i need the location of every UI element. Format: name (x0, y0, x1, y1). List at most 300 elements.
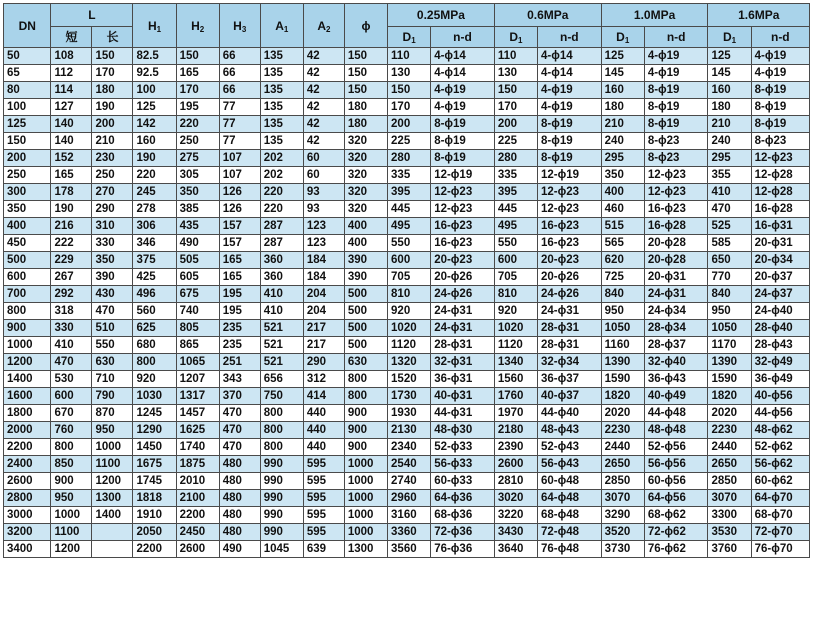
table-cell: 82.5 (133, 48, 176, 65)
table-cell: 900 (344, 422, 387, 439)
table-cell: 24-ϕ26 (431, 286, 495, 303)
table-cell: 50 (4, 48, 51, 65)
table-cell: 66 (219, 65, 260, 82)
table-cell: 12-ϕ23 (537, 201, 601, 218)
table-cell: 750 (260, 388, 303, 405)
table-cell: 595 (303, 507, 344, 524)
table-cell (92, 541, 133, 558)
table-cell: 500 (344, 303, 387, 320)
table-cell: 250 (92, 167, 133, 184)
table-cell: 28-ϕ37 (644, 337, 708, 354)
table-cell: 1065 (176, 354, 219, 371)
table-cell: 656 (260, 371, 303, 388)
table-cell: 24-ϕ31 (431, 303, 495, 320)
table-cell: 490 (219, 541, 260, 558)
table-cell: 160 (601, 82, 644, 99)
table-cell: 12-ϕ23 (644, 167, 708, 184)
table-cell: 140 (51, 133, 92, 150)
table-cell: 16-ϕ23 (431, 235, 495, 252)
table-row (4, 456, 810, 473)
table-cell: 240 (708, 133, 751, 150)
table-cell: 68-ϕ70 (751, 507, 809, 524)
table-cell: 400 (344, 235, 387, 252)
table-cell: 24-ϕ26 (537, 286, 601, 303)
table-cell: 52-ϕ33 (431, 439, 495, 456)
table-cell: 60 (303, 167, 344, 184)
table-cell: 4-ϕ19 (751, 48, 809, 65)
table-cell: 77 (219, 116, 260, 133)
table-cell: 3760 (708, 541, 751, 558)
table-cell: 60-ϕ33 (431, 473, 495, 490)
table-row (4, 65, 810, 82)
table-cell: 800 (133, 354, 176, 371)
table-cell: 20-ϕ28 (644, 235, 708, 252)
table-cell: 72-ϕ62 (644, 524, 708, 541)
table-cell: 12-ϕ28 (751, 167, 809, 184)
table-cell: 100 (4, 99, 51, 116)
table-cell: 150 (344, 82, 387, 99)
table-cell: 410 (51, 337, 92, 354)
table-cell: 110 (388, 48, 431, 65)
table-cell: 76-ϕ48 (537, 541, 601, 558)
table-cell: 2020 (601, 405, 644, 422)
table-cell: 20-ϕ26 (431, 269, 495, 286)
table-cell: 639 (303, 541, 344, 558)
table-cell: 40-ϕ31 (431, 388, 495, 405)
table-cell: 123 (303, 218, 344, 235)
table-cell: 3530 (708, 524, 751, 541)
table-cell: 312 (303, 371, 344, 388)
table-cell: 157 (219, 218, 260, 235)
table-row (4, 371, 810, 388)
table-cell: 320 (344, 133, 387, 150)
table-cell: 160 (708, 82, 751, 99)
table-cell: 1675 (133, 456, 176, 473)
table-cell: 210 (92, 133, 133, 150)
table-cell: 48-ϕ43 (537, 422, 601, 439)
table-cell: 1000 (4, 337, 51, 354)
table-cell: 4-ϕ19 (537, 82, 601, 99)
table-cell: 184 (303, 269, 344, 286)
table-cell: 525 (708, 218, 751, 235)
table-cell: 445 (494, 201, 537, 218)
table-cell: 346 (133, 235, 176, 252)
table-cell: 565 (601, 235, 644, 252)
table-cell: 500 (344, 286, 387, 303)
table-cell: 16-ϕ23 (644, 201, 708, 218)
table-cell: 800 (51, 439, 92, 456)
table-cell: 1207 (176, 371, 219, 388)
table-cell: 12-ϕ23 (431, 201, 495, 218)
table-cell: 8-ϕ19 (751, 82, 809, 99)
table-cell: 4-ϕ19 (431, 82, 495, 99)
table-cell: 68-ϕ48 (537, 507, 601, 524)
table-cell: 1020 (494, 320, 537, 337)
table-cell: 500 (344, 320, 387, 337)
table-cell: 2850 (601, 473, 644, 490)
table-cell: 4-ϕ14 (431, 48, 495, 65)
table-cell: 1930 (388, 405, 431, 422)
table-row (4, 99, 810, 116)
table-cell: 135 (260, 116, 303, 133)
table-cell: 240 (601, 133, 644, 150)
table-cell: 16-ϕ23 (431, 218, 495, 235)
table-cell: 320 (344, 150, 387, 167)
table-cell: 28-ϕ31 (537, 320, 601, 337)
table-cell: 3560 (388, 541, 431, 558)
table-cell: 2100 (176, 490, 219, 507)
table-cell: 450 (4, 235, 51, 252)
table-cell: 810 (388, 286, 431, 303)
table-cell: 8-ϕ19 (751, 99, 809, 116)
table-cell: 142 (133, 116, 176, 133)
table-cell: 195 (176, 99, 219, 116)
table-cell: 920 (494, 303, 537, 320)
table-cell: 500 (4, 252, 51, 269)
table-row (4, 184, 810, 201)
table-cell: 8-ϕ23 (644, 133, 708, 150)
table-cell: 600 (494, 252, 537, 269)
table-cell: 2440 (601, 439, 644, 456)
table-cell: 1317 (176, 388, 219, 405)
table-cell: 350 (601, 167, 644, 184)
table-cell: 56-ϕ56 (644, 456, 708, 473)
table-cell: 204 (303, 286, 344, 303)
table-cell: 8-ϕ19 (537, 150, 601, 167)
table-cell: 36-ϕ31 (431, 371, 495, 388)
table-cell: 52-ϕ56 (644, 439, 708, 456)
table-cell: 195 (219, 286, 260, 303)
table-row (4, 133, 810, 150)
table-cell: 1970 (494, 405, 537, 422)
table-cell: 295 (708, 150, 751, 167)
table-cell: 310 (92, 218, 133, 235)
table-cell: 235 (219, 337, 260, 354)
table-cell: 4-ϕ14 (537, 65, 601, 82)
table-cell: 410 (260, 303, 303, 320)
table-cell: 1245 (133, 405, 176, 422)
table-cell: 20-ϕ34 (751, 252, 809, 269)
table-cell: 2400 (4, 456, 51, 473)
table-cell: 250 (4, 167, 51, 184)
table-cell: 190 (51, 201, 92, 218)
table-cell: 180 (601, 99, 644, 116)
table-row (4, 422, 810, 439)
table-cell: 2200 (133, 541, 176, 558)
table-cell: 2010 (176, 473, 219, 490)
table-cell: 180 (344, 99, 387, 116)
table-cell: 12-ϕ23 (537, 184, 601, 201)
table-cell: 1170 (708, 337, 751, 354)
table-cell: 800 (260, 439, 303, 456)
table-cell: 8-ϕ23 (751, 133, 809, 150)
table-cell: 605 (176, 269, 219, 286)
table-cell: 1100 (92, 456, 133, 473)
table-cell: 950 (708, 303, 751, 320)
table-cell: 28-ϕ31 (537, 337, 601, 354)
table-cell: 2450 (176, 524, 219, 541)
table-cell: 1000 (344, 490, 387, 507)
table-cell: 2810 (494, 473, 537, 490)
table-cell: 1000 (92, 439, 133, 456)
header-h2: $H_2$ (176, 4, 219, 48)
table-cell: 3300 (708, 507, 751, 524)
table-cell: 32-ϕ40 (644, 354, 708, 371)
table-row (4, 541, 810, 558)
table-cell: 3290 (601, 507, 644, 524)
table-cell: 145 (601, 65, 644, 82)
table-cell: 16-ϕ23 (537, 218, 601, 235)
table-cell: 4-ϕ19 (537, 99, 601, 116)
table-cell: 2050 (133, 524, 176, 541)
table-cell: 600 (51, 388, 92, 405)
table-cell: 920 (133, 371, 176, 388)
table-cell: 24-ϕ40 (751, 303, 809, 320)
table-cell: 270 (92, 184, 133, 201)
table-cell: 229 (51, 252, 92, 269)
table-cell: 245 (133, 184, 176, 201)
table-cell: 1745 (133, 473, 176, 490)
table-cell: 76-ϕ70 (751, 541, 809, 558)
table-cell: 1000 (51, 507, 92, 524)
table-cell: 990 (260, 473, 303, 490)
table-cell: 60-ϕ62 (751, 473, 809, 490)
table-cell: 36-ϕ43 (644, 371, 708, 388)
table-cell: 77 (219, 133, 260, 150)
table-cell: 20-ϕ23 (537, 252, 601, 269)
table-cell: 1590 (708, 371, 751, 388)
table-cell: 1300 (92, 490, 133, 507)
table-cell: 16-ϕ28 (644, 218, 708, 235)
table-cell: 800 (260, 422, 303, 439)
table-cell: 1050 (708, 320, 751, 337)
table-cell: 60-ϕ48 (537, 473, 601, 490)
table-row (4, 524, 810, 541)
header-d1-06: $D_1$ (494, 27, 537, 48)
table-cell: 126 (219, 201, 260, 218)
table-cell: 1520 (388, 371, 431, 388)
table-cell: 950 (51, 490, 92, 507)
table-cell: 140 (51, 116, 92, 133)
table-cell: 1740 (176, 439, 219, 456)
table-cell: 165 (176, 65, 219, 82)
table-cell: 410 (708, 184, 751, 201)
table-cell: 222 (51, 235, 92, 252)
table-cell: 48-ϕ62 (751, 422, 809, 439)
table-cell: 68-ϕ62 (644, 507, 708, 524)
table-row (4, 473, 810, 490)
table-cell: 390 (344, 252, 387, 269)
table-cell: 595 (303, 456, 344, 473)
table-cell: 125 (133, 99, 176, 116)
table-cell: 60 (303, 150, 344, 167)
table-cell: 150 (388, 82, 431, 99)
table-cell: 1760 (494, 388, 537, 405)
table-cell: 2200 (176, 507, 219, 524)
table-cell: 210 (708, 116, 751, 133)
table-cell: 460 (601, 201, 644, 218)
table-cell: 225 (494, 133, 537, 150)
header-a2: $A_2$ (303, 4, 344, 48)
table-cell: 470 (219, 422, 260, 439)
table-cell: 740 (176, 303, 219, 320)
flange-dimension-table (3, 3, 810, 558)
table-cell: 2540 (388, 456, 431, 473)
table-cell: 445 (388, 201, 431, 218)
table-cell: 12-ϕ19 (431, 167, 495, 184)
table-cell: 620 (601, 252, 644, 269)
table-cell: 220 (260, 184, 303, 201)
table-cell: 217 (303, 337, 344, 354)
table-cell: 600 (388, 252, 431, 269)
table-cell: 235 (219, 320, 260, 337)
table-cell: 42 (303, 99, 344, 116)
table-cell: 900 (4, 320, 51, 337)
table-cell: 1820 (708, 388, 751, 405)
table-cell: 1450 (133, 439, 176, 456)
table-cell: 42 (303, 65, 344, 82)
header-pressure-06: 0.6MPa (494, 4, 601, 27)
table-cell: 1400 (4, 371, 51, 388)
table-cell: 355 (708, 167, 751, 184)
table-cell: 510 (92, 320, 133, 337)
table-cell: 8-ϕ19 (644, 99, 708, 116)
table-cell: 60-ϕ56 (644, 473, 708, 490)
table-cell: 3400 (4, 541, 51, 558)
table-cell: 65 (4, 65, 51, 82)
table-cell: 990 (260, 490, 303, 507)
table-cell: 3070 (708, 490, 751, 507)
table-cell: 8-ϕ19 (431, 150, 495, 167)
table-cell: 470 (92, 303, 133, 320)
table-cell: 360 (260, 252, 303, 269)
table-cell: 1200 (51, 541, 92, 558)
table-cell: 480 (219, 524, 260, 541)
table-cell: 375 (133, 252, 176, 269)
table-cell: 350 (92, 252, 133, 269)
table-cell: 515 (601, 218, 644, 235)
table-cell: 1120 (494, 337, 537, 354)
table-cell: 350 (4, 201, 51, 218)
table-cell: 425 (133, 269, 176, 286)
table-cell: 220 (260, 201, 303, 218)
table-cell: 135 (260, 65, 303, 82)
table-cell: 8-ϕ19 (644, 116, 708, 133)
table-cell: 150 (344, 48, 387, 65)
table-cell: 800 (344, 388, 387, 405)
table-cell: 850 (51, 456, 92, 473)
table-cell: 500 (344, 337, 387, 354)
header-l: L (51, 4, 133, 27)
table-cell: 470 (708, 201, 751, 218)
header-a1: $A_1$ (260, 4, 303, 48)
table-cell: 150 (494, 82, 537, 99)
header-d1-10: $D_1$ (601, 27, 644, 48)
table-cell: 1200 (4, 354, 51, 371)
table-cell: 4-ϕ19 (644, 48, 708, 65)
table-cell: 267 (51, 269, 92, 286)
table-cell: 125 (4, 116, 51, 133)
table-cell: 170 (388, 99, 431, 116)
table-cell: 3220 (494, 507, 537, 524)
table-header (4, 4, 810, 48)
table-cell: 20-ϕ23 (431, 252, 495, 269)
table-cell: 3520 (601, 524, 644, 541)
table-cell: 496 (133, 286, 176, 303)
header-pressure-10: 1.0MPa (601, 4, 708, 27)
table-cell: 3160 (388, 507, 431, 524)
header-d1-16: $D_1$ (708, 27, 751, 48)
table-cell: 1910 (133, 507, 176, 524)
table-cell: 350 (176, 184, 219, 201)
table-cell: 130 (494, 65, 537, 82)
table-cell: 3000 (4, 507, 51, 524)
table-cell: 330 (92, 235, 133, 252)
table-cell: 318 (51, 303, 92, 320)
table-cell: 64-ϕ48 (537, 490, 601, 507)
table-cell: 670 (51, 405, 92, 422)
table-cell: 2020 (708, 405, 751, 422)
table-cell: 800 (344, 371, 387, 388)
table-cell: 20-ϕ28 (644, 252, 708, 269)
header-l-short: 短 (51, 27, 92, 48)
table-cell: 8-ϕ23 (644, 150, 708, 167)
table-cell: 530 (51, 371, 92, 388)
header-dn: DN (4, 4, 51, 48)
table-cell: 44-ϕ40 (537, 405, 601, 422)
table-cell: 400 (344, 218, 387, 235)
table-cell: 1000 (344, 456, 387, 473)
table-cell: 990 (260, 524, 303, 541)
table-cell: 24-ϕ31 (537, 303, 601, 320)
table-row (4, 167, 810, 184)
table-cell: 66 (219, 82, 260, 99)
table-cell: 44-ϕ48 (644, 405, 708, 422)
table-cell: 32-ϕ49 (751, 354, 809, 371)
table-cell: 40-ϕ49 (644, 388, 708, 405)
header-nd-10: n-d (644, 27, 708, 48)
table-cell: 1625 (176, 422, 219, 439)
table-cell: 204 (303, 303, 344, 320)
table-cell: 1000 (344, 507, 387, 524)
table-cell: 8-ϕ19 (751, 116, 809, 133)
table-cell: 595 (303, 490, 344, 507)
table-cell: 470 (219, 405, 260, 422)
table-cell: 16-ϕ28 (751, 201, 809, 218)
table-cell: 3730 (601, 541, 644, 558)
table-cell: 200 (92, 116, 133, 133)
table-cell: 1045 (260, 541, 303, 558)
header-pressure-025: 0.25MPa (388, 4, 495, 27)
table-row (4, 439, 810, 456)
table-cell: 93 (303, 201, 344, 218)
table-cell: 127 (51, 99, 92, 116)
table-cell: 42 (303, 82, 344, 99)
table-cell: 595 (303, 473, 344, 490)
table-cell: 202 (260, 150, 303, 167)
table-cell: 320 (344, 201, 387, 218)
table-cell: 216 (51, 218, 92, 235)
table-cell: 2650 (601, 456, 644, 473)
table-body (4, 48, 810, 558)
table-cell: 1560 (494, 371, 537, 388)
header-nd-06: n-d (537, 27, 601, 48)
table-cell: 650 (708, 252, 751, 269)
table-cell: 305 (176, 167, 219, 184)
table-cell: 165 (219, 269, 260, 286)
table-cell: 200 (494, 116, 537, 133)
table-cell: 2180 (494, 422, 537, 439)
